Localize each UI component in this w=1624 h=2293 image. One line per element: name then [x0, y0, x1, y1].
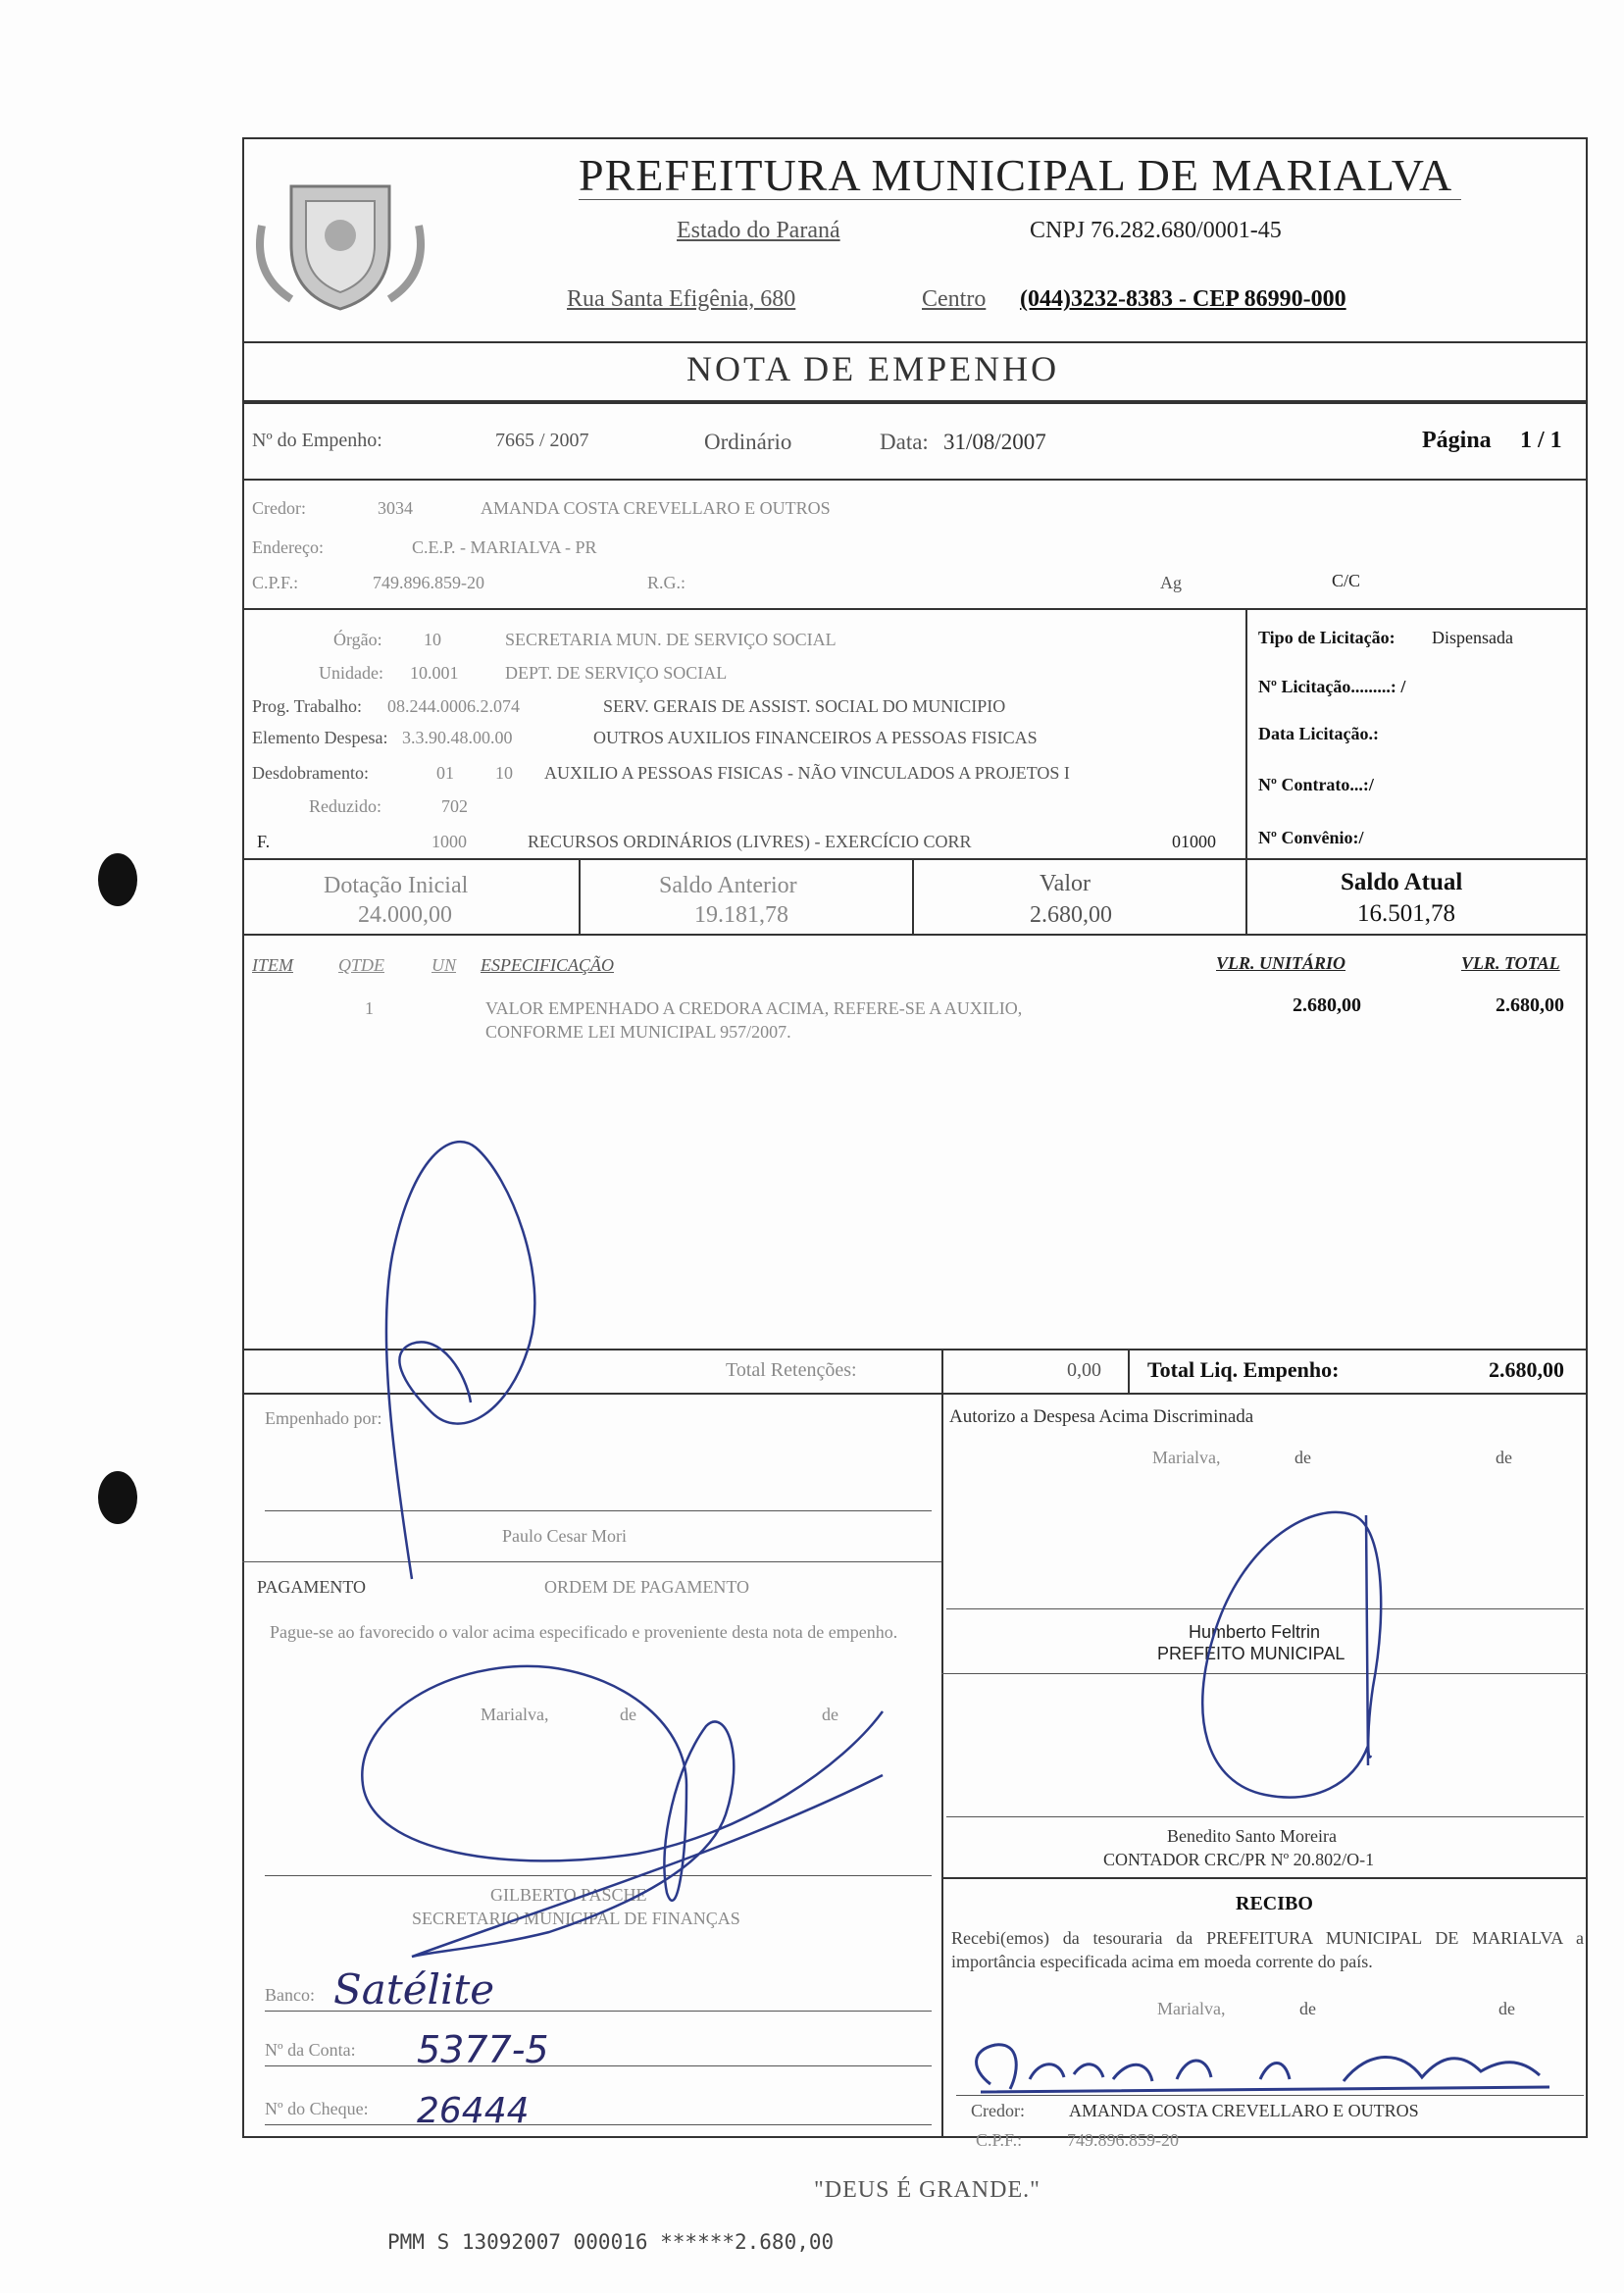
prog-name: SERV. GERAIS DE ASSIST. SOCIAL DO MUNICIPIO [603, 696, 1006, 716]
valor-label: Valor [1040, 871, 1091, 896]
desdobramento-label: Desdobramento: [252, 763, 369, 783]
tipo-licitacao-label: Tipo de Licitação: [1258, 628, 1396, 647]
endereco-value: C.E.P. - MARIALVA - PR [412, 537, 597, 557]
liq-empenho-label: Total Liq. Empenho: [1147, 1357, 1340, 1382]
col-un: UN [431, 955, 457, 975]
orgao-name: SECRETARIA MUN. DE SERVIÇO SOCIAL [505, 630, 837, 649]
recibo-credor-label: Credor: [971, 2101, 1025, 2120]
rg-label: R.G.: [647, 573, 686, 592]
liq-empenho-value: 2.680,00 [1489, 1357, 1564, 1382]
doc-title-divider [242, 400, 1588, 404]
credor-name: AMANDA COSTA CREVELLARO E OUTROS [481, 498, 831, 518]
prefeito-signature-line [946, 1608, 1584, 1609]
recibo-de-2: de [1498, 1999, 1515, 2018]
punch-hole-top [98, 853, 137, 906]
recibo-signature-line [956, 2095, 1584, 2096]
elemento-label: Elemento Despesa: [252, 728, 388, 747]
banco-handwritten: Satélite [333, 1965, 495, 2013]
punch-hole-bottom [98, 1471, 137, 1524]
prefeito-name: Humberto Feltrin [1189, 1622, 1321, 1642]
convenio: Nº Convênio:/ [1258, 828, 1364, 847]
item-description-line1: VALOR EMPENHADO A CREDORA ACIMA, REFERE-SE A AUXILIO, [485, 998, 1023, 1018]
secretario-signature-line [265, 1875, 932, 1876]
prog-label: Prog. Trabalho: [252, 696, 363, 716]
footer-stamp: PMM S 13092007 000016 ******2.680,00 [387, 2230, 835, 2254]
header-cnpj: CNPJ 76.282.680/0001-45 [1030, 218, 1282, 243]
reduzido-label: Reduzido: [309, 796, 381, 816]
empenhado-por-label: Empenhado por: [265, 1408, 382, 1428]
empenhado-por-name: Paulo Cesar Mori [502, 1526, 627, 1546]
col-qtde: QTDE [338, 955, 385, 975]
secretario-name: GILBERTO PASCHE [490, 1885, 647, 1905]
dotacao-inicial-label: Dotação Inicial [324, 873, 469, 898]
desdobramento-sub: 10 [495, 763, 513, 783]
doc-title: NOTA DE EMPENHO [686, 349, 1060, 388]
recibo-cpf-value: 749.896.859-20 [1067, 2130, 1179, 2150]
saldos-divider [242, 934, 1588, 936]
fonte-name: RECURSOS ORDINÁRIOS (LIVRES) - EXERCÍCIO CORR [528, 832, 972, 851]
tipo-licitacao-value: Dispensada [1432, 628, 1513, 647]
info-divider [242, 479, 1588, 481]
contador-role: CONTADOR CRC/PR Nº 20.802/O-1 [1103, 1850, 1375, 1869]
empenho-number: 7665 / 2007 [495, 430, 589, 451]
saldo-sep-2 [912, 858, 914, 934]
recibo-cpf-label: C.P.F.: [976, 2130, 1023, 2150]
unidade-code: 10.001 [410, 663, 459, 683]
totals-sep-1 [941, 1349, 943, 1393]
saldo-anterior-label: Saldo Anterior [659, 873, 797, 898]
recibo-credor-name: AMANDA COSTA CREVELLARO E OUTROS [1069, 2101, 1419, 2120]
elemento-code: 3.3.90.48.00.00 [402, 728, 513, 747]
recibo-de-1: de [1299, 1999, 1316, 2018]
header-divider [242, 341, 1588, 343]
cheque-line [265, 2124, 932, 2125]
dotacao-inicial-value: 24.000,00 [358, 902, 452, 928]
item-number: 1 [365, 998, 374, 1018]
fonte-code: 1000 [431, 832, 467, 851]
pagamento-divider [242, 1561, 941, 1562]
licitacao-number: Nº Licitação.........: / [1258, 677, 1406, 696]
header-address-district: Centro [922, 286, 987, 312]
conta-line [265, 2065, 932, 2066]
header-title: PREFEITURA MUNICIPAL DE MARIALVA [579, 150, 1453, 200]
totals-sep-2 [1128, 1349, 1130, 1393]
page-label: Página [1422, 428, 1492, 453]
reduzido-value: 702 [441, 796, 468, 816]
cc-label: C/C [1332, 571, 1361, 590]
unidade-label: Unidade: [319, 663, 383, 683]
totals-top-divider [242, 1349, 1588, 1350]
banco-label: Banco: [265, 1985, 315, 2005]
contador-name: Benedito Santo Moreira [1167, 1826, 1337, 1846]
autorizo-city: Marialva, [1152, 1448, 1221, 1467]
ordem-de-1: de [620, 1705, 636, 1724]
licitacao-date: Data Licitação.: [1258, 724, 1379, 743]
recibo-divider [941, 1877, 1588, 1879]
credor-divider [242, 608, 1588, 610]
saldo-sep-1 [579, 858, 581, 934]
date-label: Data: [880, 430, 929, 454]
licitacao-divider [1245, 608, 1247, 934]
autorizo-text: Autorizo a Despesa Acima Discriminada [949, 1406, 1254, 1427]
coat-of-arms-icon [252, 167, 429, 314]
title-underline [579, 199, 1461, 200]
item-total-value: 2.680,00 [1496, 994, 1564, 1016]
valor-value: 2.680,00 [1030, 902, 1112, 928]
header-phone-cep: (044)3232-8383 - CEP 86990-000 [1020, 286, 1346, 312]
conta-label: Nº da Conta: [265, 2040, 356, 2060]
col-especificacao: ESPECIFICAÇÃO [481, 955, 614, 975]
ordem-pagamento-label: ORDEM DE PAGAMENTO [544, 1577, 750, 1597]
header-state: Estado do Paraná [677, 218, 840, 243]
cheque-handwritten: 26444 [417, 2091, 530, 2131]
prefeito-role: PREFEITO MUNICIPAL [1157, 1644, 1345, 1663]
col-vlr-total: VLR. TOTAL [1461, 953, 1560, 973]
fonte-num: 01000 [1172, 832, 1216, 851]
mid-right-divider [941, 1673, 1588, 1674]
col-vlr-unitario: VLR. UNITÁRIO [1216, 953, 1346, 973]
budget-divider [242, 858, 1588, 860]
item-unit-value: 2.680,00 [1293, 994, 1361, 1016]
retencoes-value: 0,00 [1067, 1359, 1101, 1381]
orgao-label: Órgão: [333, 630, 382, 649]
empenho-label: Nº do Empenho: [252, 430, 382, 451]
header-address-street: Rua Santa Efigênia, 680 [567, 286, 796, 312]
pagamento-label: PAGAMENTO [257, 1577, 367, 1597]
empenhado-signature-line [265, 1510, 932, 1511]
saldo-anterior-value: 19.181,78 [694, 902, 788, 928]
autorizo-de-1: de [1294, 1448, 1311, 1467]
unidade-name: DEPT. DE SERVIÇO SOCIAL [505, 663, 728, 683]
date-value: 31/08/2007 [943, 430, 1046, 454]
page-value: 1 / 1 [1520, 428, 1562, 453]
retencoes-label: Total Retenções: [726, 1359, 857, 1381]
credor-label: Credor: [252, 498, 306, 518]
conta-handwritten: 5377-5 [417, 2028, 549, 2071]
ag-label: Ag [1160, 573, 1182, 592]
recibo-title: RECIBO [1236, 1893, 1313, 1914]
autorizo-de-2: de [1496, 1448, 1512, 1467]
contrato: Nº Contrato...:/ [1258, 775, 1374, 794]
fonte-label: F. [257, 832, 271, 851]
ordem-de-2: de [822, 1705, 838, 1724]
cpf-value: 749.896.859-20 [373, 573, 484, 592]
credor-code: 3034 [378, 498, 413, 518]
secretario-role: SECRETARIO MUNICIPAL DE FINANÇAS [412, 1909, 740, 1928]
desdobramento-code: 01 [436, 763, 454, 783]
footer-motto: "DEUS É GRANDE." [814, 2177, 1040, 2203]
saldo-atual-value: 16.501,78 [1357, 900, 1455, 927]
ordem-city: Marialva, [481, 1705, 549, 1724]
empenho-type: Ordinário [704, 430, 792, 454]
contador-signature-line [946, 1816, 1584, 1817]
ordem-pagamento-text: Pague-se ao favorecido o valor acima especificado e proveniente desta nota de empenho. [270, 1622, 898, 1642]
desdobramento-name: AUXILIO A PESSOAS FISICAS - NÃO VINCULADOS A PROJETOS I [544, 763, 1070, 783]
bottom-columns-divider [941, 1393, 943, 2138]
orgao-code: 10 [424, 630, 441, 649]
recibo-city: Marialva, [1157, 1999, 1226, 2018]
endereco-label: Endereço: [252, 537, 324, 557]
prog-code: 08.244.0006.2.074 [387, 696, 520, 716]
recibo-text: Recebi(emos) da tesouraria da PREFEITURA MUNICIPAL DE MARIALVA a importância especificada acima em moeda corrente do país. [951, 1928, 1584, 1971]
saldo-atual-label: Saldo Atual [1341, 869, 1463, 895]
col-item: ITEM [252, 955, 293, 975]
cheque-label: Nº do Cheque: [265, 2099, 369, 2118]
cpf-label: C.P.F.: [252, 573, 299, 592]
elemento-name: OUTROS AUXILIOS FINANCEIROS A PESSOAS FISICAS [593, 728, 1038, 747]
totals-bottom-divider [242, 1393, 1588, 1395]
item-description-line2: CONFORME LEI MUNICIPAL 957/2007. [485, 1022, 791, 1042]
